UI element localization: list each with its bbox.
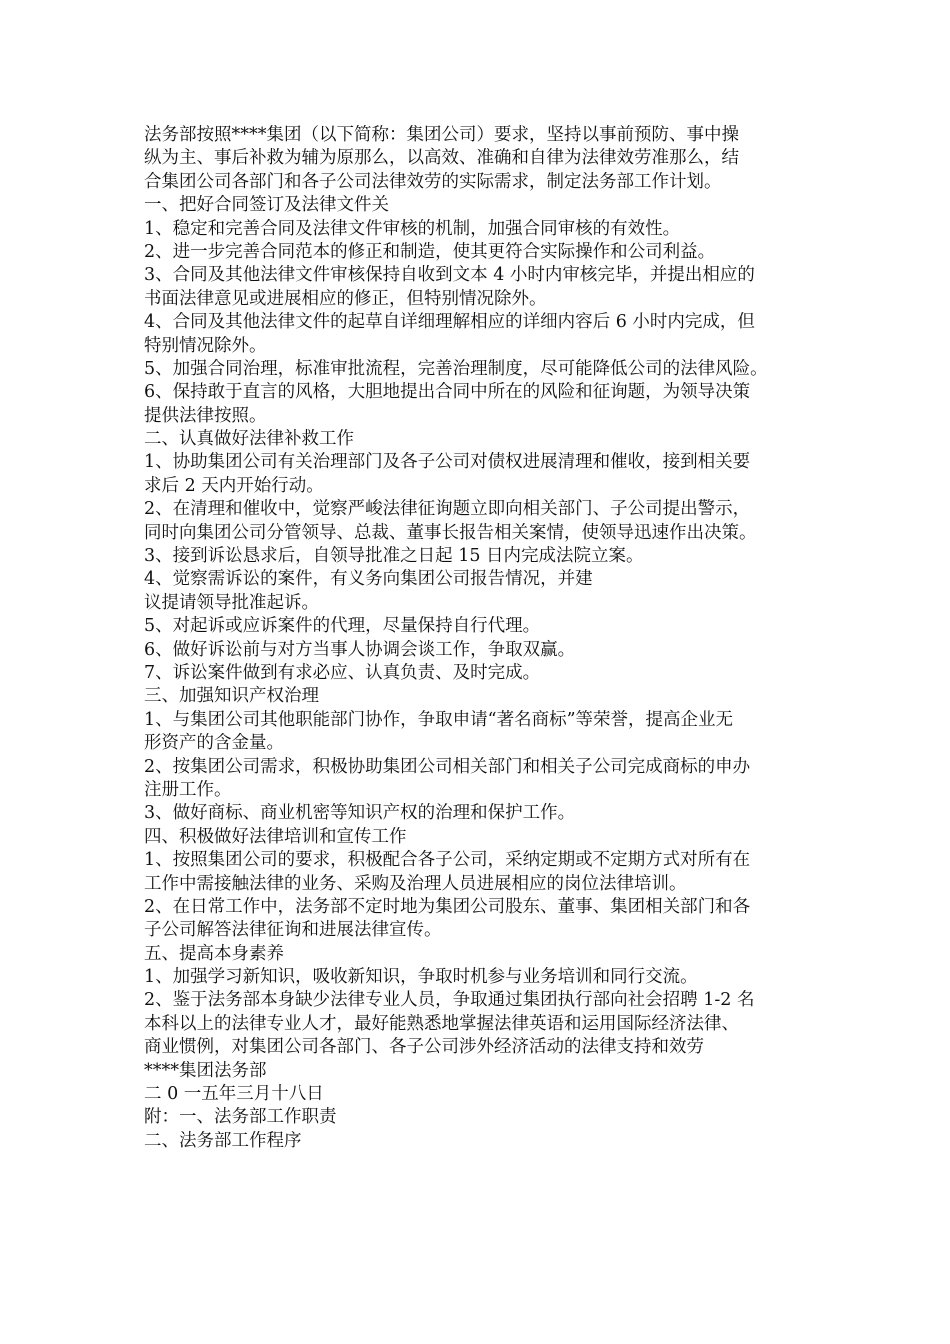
text-line: 6、做好诉讼前与对方当事人协调会谈工作，争取双赢。 [144,639,576,660]
text-line: 工作中需接触法律的业务、采购及治理人员进展相应的岗位法律培训。 [144,873,687,894]
signature-organization: ****集团法务部 [144,1060,267,1081]
text-line: 6、保持敢于直言的风格，大胆地提出合同中所在的风险和征询题，为领导决策 [144,382,751,403]
section-heading: 四、积极做好法律培训和宣传工作 [144,826,407,847]
text-line: 提供法律按照。 [144,405,267,426]
text-line: 法务部按照****集团（以下简称：集团公司）要求，坚持以事前预防、事中操 [144,125,739,145]
section-heading: 二、认真做好法律补救工作 [144,429,354,450]
text-line: 1、协助集团公司有关治理部门及各子公司对债权进展清理和催收，接到相关要 [144,452,751,473]
text-line: 2、在日常工作中，法务部不定时地为集团公司股东、董事、集团相关部门和各 [144,896,751,917]
text-line: 1、与集团公司其他职能部门协作，争取申请“著名商标”等荣誉，提高企业无 [144,709,734,730]
text-line: 4、觉察需诉讼的案件，有义务向集团公司报告情况，并建 [144,569,593,590]
text-line: 1、按照集团公司的要求，积极配合各子公司，采纳定期或不定期方式对所有在 [144,850,751,871]
text-line: 4、合同及其他法律文件的起草自详细理解相应的详细内容后 6 小时内完成，但 [144,312,755,333]
text-line: 同时向集团公司分管领导、总裁、董事长报告相关案情，使领导迅速作出决策。 [144,522,757,543]
text-line: 纵为主、事后补救为辅为原那么，以高效、准确和自律为法律效劳准那么，结 [144,148,739,169]
text-line: 3、接到诉讼恳求后，自领导批准之日起 15 日内完成法院立案。 [144,546,644,567]
signature-date: 二 0 一五年三月十八日 [144,1084,324,1105]
text-line: 2、鉴于法务部本身缺少法律专业人员，争取通过集团执行部向社会招聘 1-2 名 [144,990,755,1011]
text-line: 书面法律意见或进展相应的修正，但特别情况除外。 [144,288,547,309]
appendix-item: 二、法务部工作程序 [144,1130,302,1151]
text-line: 议提请领导批准起诉。 [144,592,319,613]
text-line: 3、做好商标、商业机密等知识产权的治理和保护工作。 [144,803,576,824]
appendix-item: 附：一、法务部工作职责 [144,1107,337,1128]
section-heading: 一、把好合同签订及法律文件关 [144,195,389,216]
text-line: 2、按集团公司需求，积极协助集团公司相关部门和相关子公司完成商标的申办 [144,756,751,777]
text-line: 子公司解答法律征询和进展法律宣传。 [144,920,442,941]
text-line: 5、对起诉或应诉案件的代理，尽量保持自行代理。 [144,616,541,637]
text-line: 2、进一步完善合同范本的修正和制造，使其更符合实际操作和公司利益。 [144,241,716,262]
text-line: 1、稳定和完善合同及法律文件审核的机制，加强合同审核的有效性。 [144,218,681,239]
text-line: 形资产的含金量。 [144,733,284,754]
section-heading: 三、加强知识产权治理 [144,686,319,707]
text-line: 1、加强学习新知识，吸收新知识，争取时机参与业务培训和同行交流。 [144,967,698,988]
text-line: 7、诉讼案件做到有求必应、认真负责、及时完成。 [144,662,541,683]
document-body [144,124,824,1153]
text-line: 注册工作。 [144,779,232,800]
text-line: 特别情况除外。 [144,335,267,356]
text-line: 5、加强合同治理，标准审批流程，完善治理制度，尽可能降低公司的法律风险。 [144,358,768,379]
section-heading: 五、提高本身素养 [144,943,284,964]
text-line: 3、合同及其他法律文件审核保持自收到文本 4 小时内审核完毕，并提出相应的 [144,265,755,286]
text-line: 2、在清理和催收中，觉察严峻法律征询题立即向相关部门、子公司提出警示， [144,499,751,520]
text-line: 合集团公司各部门和各子公司法律效劳的实际需求，制定法务部工作计划。 [144,171,722,192]
text-line: 求后 2 天内开始行动。 [144,475,324,496]
text-line: 商业惯例，对集团公司各部门、各子公司涉外经济活动的法律支持和效劳 [144,1037,704,1058]
text-line: 本科以上的法律专业人才，最好能熟悉地掌握法律英语和运用国际经济法律、 [144,1013,739,1034]
